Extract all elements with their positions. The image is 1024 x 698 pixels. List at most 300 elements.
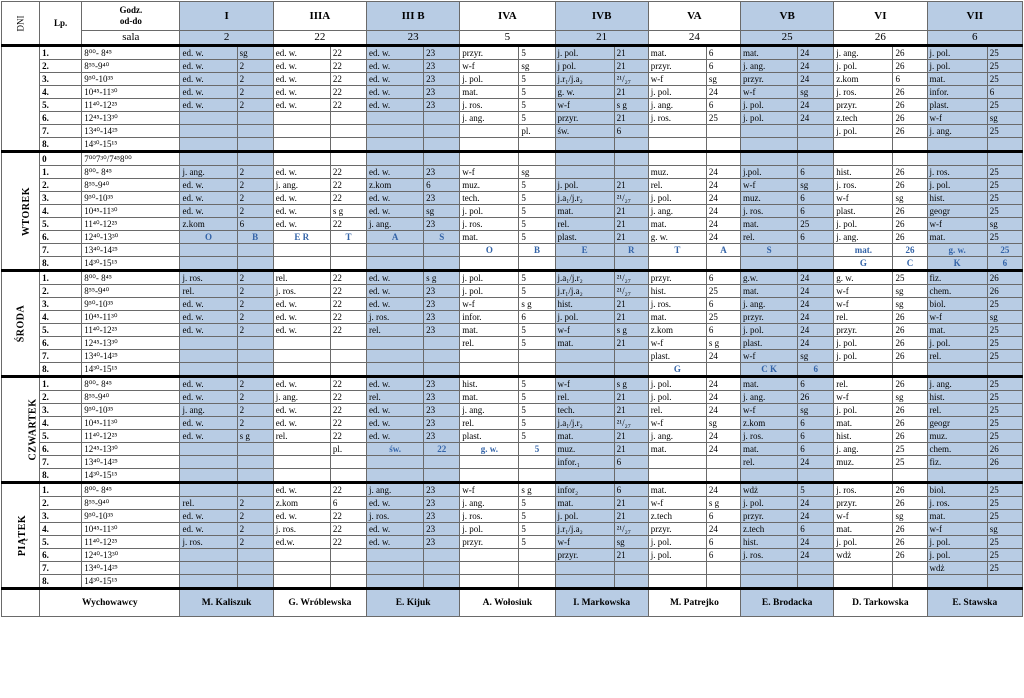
lesson-room: 24 [798,271,834,285]
lesson-room: 24 [798,337,834,350]
lesson-room: 25 [987,125,1022,138]
lesson-subject: przyr. [741,73,798,86]
lesson-subject: w-f [555,99,614,112]
lesson-subject: j. pol. [460,523,519,536]
lesson-subject: w-f [834,510,893,523]
lesson-subject [180,350,237,363]
lesson-room: 25 [987,497,1022,510]
lesson-subject: przyr. [741,510,798,523]
lesson-room [706,562,740,575]
lesson-number: 1. [40,166,82,179]
lesson-subject: hist. [555,298,614,311]
lesson-room [519,456,555,469]
lesson-subject: j. pol. [555,311,614,324]
lesson-subject: j. ang. [273,391,330,404]
lesson-subject [555,350,614,363]
lesson-room: 26 [987,285,1022,298]
lesson-room: 25 [987,244,1022,257]
lesson-subject: w-f [927,218,987,231]
lesson-room: 23 [424,99,460,112]
lesson-time: 14³⁰-15¹⁵ [82,138,180,152]
lesson-room [330,575,366,589]
lesson-subject [460,575,519,589]
lesson-subject: j. ros. [741,205,798,218]
lesson-subject: mat. [741,218,798,231]
lesson-room: 2 [237,166,273,179]
lesson-time: 10⁴⁵-11³⁰ [82,311,180,324]
lesson-subject: chem. [927,443,987,456]
lesson-subject: mat. [834,417,893,430]
lesson-number: 4. [40,205,82,218]
lesson-subject [648,152,706,166]
sala-label: sala [82,31,180,46]
lesson-subject [741,562,798,575]
lesson-room [798,152,834,166]
lesson-room: s g [519,298,555,311]
lesson-room: 6 [798,231,834,244]
lesson-subject [273,257,330,271]
lesson-room: 24 [706,179,740,192]
class-teacher: E. Stawska [927,589,1022,617]
lesson-room: 6 [424,179,460,192]
lesson-subject: ed. w. [180,99,237,112]
lesson-room [237,257,273,271]
lesson-subject: j. ang. [367,483,424,497]
lesson-room: 23 [424,166,460,179]
lesson-room: 5 [519,46,555,60]
lesson-subject [555,166,614,179]
lesson-room: 21 [614,218,648,231]
lesson-subject [367,152,424,166]
lesson-room: 22 [330,404,366,417]
lesson-room [237,549,273,562]
lesson-row [2,311,1023,324]
lesson-time: 11⁴⁰-12²⁵ [82,218,180,231]
lesson-room: 21 [614,337,648,350]
lesson-room [424,562,460,575]
lesson-subject [180,125,237,138]
lesson-room: sg [798,179,834,192]
lesson-room: ²¹/₂₇ [614,523,648,536]
lesson-room: 23 [424,46,460,60]
lesson-room: 26 [893,205,927,218]
lesson-subject: g. w. [834,271,893,285]
lesson-room: 23 [424,497,460,510]
lesson-subject [460,549,519,562]
lesson-subject: j. ros. [927,166,987,179]
lesson-subject: rel. [741,231,798,244]
class-room: 25 [741,31,834,46]
lesson-subject: ed. w. [180,179,237,192]
lesson-room [424,549,460,562]
lesson-subject: w-f [927,523,987,536]
lesson-subject: ed. w. [180,377,237,391]
lesson-subject: w-f [555,324,614,337]
lesson-subject: j pol. [555,60,614,73]
lesson-subject: j. pol. [834,125,893,138]
lesson-row [2,138,1023,152]
lesson-room: 26 [893,497,927,510]
lesson-subject: przyr. [555,549,614,562]
lesson-row [2,350,1023,363]
lesson-room [237,244,273,257]
lesson-subject: mat. [460,324,519,337]
lesson-subject: j. pol. [927,60,987,73]
lesson-number: 3. [40,73,82,86]
lesson-subject: przyr. [555,112,614,125]
lesson-room: 21 [614,430,648,443]
lesson-room: 25 [987,337,1022,350]
day-label [2,46,40,152]
lesson-subject: rel. [367,324,424,337]
lesson-room: 24 [798,60,834,73]
lesson-room: 6 [798,363,834,377]
lesson-room [614,350,648,363]
lesson-subject: T [648,244,706,257]
lesson-time: 14³⁰-15¹⁵ [82,469,180,483]
lesson-subject: wdż [834,549,893,562]
lesson-room: 2 [237,205,273,218]
lesson-subject: z.kom [180,218,237,231]
lesson-subject: rel. [180,285,237,298]
lesson-row [2,456,1023,469]
lesson-room: 25 [798,218,834,231]
lesson-room [237,443,273,456]
lesson-room: 26 [893,46,927,60]
lesson-room: 25 [987,298,1022,311]
lesson-number: 1. [40,483,82,497]
lesson-subject: ed. w. [273,377,330,391]
lesson-subject: j. ang. [834,46,893,60]
lesson-room [424,469,460,483]
lesson-subject: j. ros. [273,285,330,298]
lesson-room: 2 [237,536,273,549]
lesson-room [893,363,927,377]
lesson-subject [834,575,893,589]
lesson-room: 26 [893,218,927,231]
lesson-subject: j. ang. [741,60,798,73]
lesson-subject: infor. [460,311,519,324]
lesson-room: 26 [893,179,927,192]
lesson-room: 5 [519,73,555,86]
class-room: 24 [648,31,740,46]
lesson-room [519,469,555,483]
lesson-subject: ed. w. [367,271,424,285]
lesson-room: 25 [987,510,1022,523]
lesson-subject: j. ang. [834,231,893,244]
lesson-subject [834,138,893,152]
lesson-subject: O [460,244,519,257]
lesson-subject: j. ang. [367,218,424,231]
lesson-number: 1. [40,46,82,60]
lesson-room [614,363,648,377]
lesson-subject [555,562,614,575]
lesson-room: 22 [330,271,366,285]
lesson-subject: plast. [741,337,798,350]
lesson-room: 2 [237,417,273,430]
lesson-subject: ed. w. [273,417,330,430]
lesson-room: sg [798,404,834,417]
lesson-subject: ed. w. [180,46,237,60]
day-label: WTOREK [2,152,40,271]
class-teacher: E. Brodacka [741,589,834,617]
lesson-subject: w-f [555,377,614,391]
lesson-subject: j. pol. [927,179,987,192]
lesson-time: 8⁰⁰- 8⁴⁵ [82,271,180,285]
lesson-subject: muz. [927,430,987,443]
lesson-subject: mat. [927,231,987,244]
lesson-subject: j.a₁/j.r₂ [555,417,614,430]
lesson-room: B [237,231,273,244]
lesson-room: 2 [237,179,273,192]
lesson-subject: j. pol. [648,391,706,404]
lesson-room: sg [237,46,273,60]
lesson-subject: w-f [648,497,706,510]
lesson-room: 22 [330,510,366,523]
lesson-room [424,363,460,377]
lesson-subject: ed. w. [367,404,424,417]
lesson-room: 25 [987,562,1022,575]
lesson-time: 9⁵⁰-10³⁵ [82,510,180,523]
lesson-subject: ed. w. [273,86,330,99]
lesson-room [614,575,648,589]
lesson-time: 13⁴⁰-14²⁵ [82,125,180,138]
lesson-time: 9⁵⁰-10³⁵ [82,73,180,86]
lesson-time: 9⁵⁰-10³⁵ [82,192,180,205]
lesson-number: 0 [40,152,82,166]
lesson-subject: fiz. [927,271,987,285]
lesson-time: 12⁴⁵-13³⁰ [82,443,180,456]
lesson-subject: g. w. [927,244,987,257]
lesson-subject: j.r₁/j.a₂ [555,73,614,86]
class-header: VII [927,2,1022,31]
lesson-subject: G [648,363,706,377]
lesson-room: 25 [987,231,1022,244]
lesson-room [706,575,740,589]
lesson-time: 10⁴⁵-11³⁰ [82,205,180,218]
lesson-room: 23 [424,417,460,430]
lesson-subject: ed. w. [273,298,330,311]
lesson-room: 2 [237,391,273,404]
lesson-number: 5. [40,218,82,231]
lesson-room: 21 [614,298,648,311]
lesson-row [2,363,1023,377]
lesson-room: sg [987,523,1022,536]
lesson-subject: j.a₁/j.r₂ [555,271,614,285]
lesson-subject: rel. [555,218,614,231]
lesson-subject: E [555,244,614,257]
lesson-subject: j. pol. [460,285,519,298]
lesson-room: 23 [424,218,460,231]
lesson-subject: muz. [834,456,893,469]
lesson-subject: j. ang. [273,179,330,192]
lesson-room: 24 [706,231,740,244]
lesson-time: 10⁴⁵-11³⁰ [82,523,180,536]
lesson-subject: przyr. [460,46,519,60]
lesson-room: 24 [798,536,834,549]
lesson-subject: infor.₁ [555,456,614,469]
lesson-subject: j. pol. [555,46,614,60]
lesson-room: 22 [330,523,366,536]
lesson-room: 23 [424,86,460,99]
lesson-subject: rel. [927,350,987,363]
lesson-subject: infor₂ [555,483,614,497]
lesson-row [2,483,1023,497]
lesson-room: 5 [798,483,834,497]
lesson-subject: j. pol. [460,205,519,218]
lesson-room: T [330,231,366,244]
lesson-subject: j. ros. [180,536,237,549]
lesson-subject: fiz. [927,456,987,469]
lesson-subject: ed. w. [180,73,237,86]
lesson-row [2,166,1023,179]
class-room: 2 [180,31,273,46]
lesson-number: 2. [40,285,82,298]
lesson-subject: rel. [555,391,614,404]
lesson-room: 5 [519,497,555,510]
lesson-room [424,152,460,166]
lesson-room: 21 [614,179,648,192]
lesson-subject: A [367,231,424,244]
lesson-room: 24 [706,483,740,497]
lesson-room: 6 [798,205,834,218]
lesson-subject [927,363,987,377]
lesson-subject: rel. [273,430,330,443]
lesson-subject [460,350,519,363]
lesson-subject: z.kom [273,497,330,510]
lesson-subject [741,125,798,138]
lesson-subject: tech. [460,192,519,205]
lesson-room: 23 [424,523,460,536]
lesson-subject: g.w. [741,271,798,285]
lesson-room: 22 [330,285,366,298]
lesson-number: 4. [40,86,82,99]
lesson-subject: K [927,257,987,271]
lesson-row [2,244,1023,257]
lesson-room: 25 [987,205,1022,218]
lesson-room: s g [519,483,555,497]
class-room: 21 [555,31,648,46]
lesson-subject [273,112,330,125]
lesson-subject: muz. [741,192,798,205]
lesson-subject [927,575,987,589]
lesson-subject: mat. [555,497,614,510]
lesson-subject: j. ros. [834,86,893,99]
lesson-room: 22 [330,311,366,324]
lesson-subject [460,469,519,483]
lesson-room: 24 [798,298,834,311]
lesson-row [2,324,1023,337]
lesson-row [2,231,1023,244]
lesson-room: 24 [706,443,740,456]
lesson-subject: ed. w. [273,510,330,523]
lesson-subject: w-f [460,166,519,179]
lesson-room: sg [706,417,740,430]
lesson-subject [180,469,237,483]
lesson-room: 6 [706,46,740,60]
lesson-subject: j. pol. [648,377,706,391]
lesson-room [330,469,366,483]
lesson-room: 5 [519,523,555,536]
lesson-room: 5 [519,510,555,523]
lesson-subject [460,562,519,575]
lesson-room [519,575,555,589]
lesson-room: 6 [330,497,366,510]
lesson-subject [273,337,330,350]
lesson-subject [273,575,330,589]
lesson-room [798,469,834,483]
lesson-subject: geogr [927,417,987,430]
lesson-room: sg [987,218,1022,231]
lesson-room: 26 [893,337,927,350]
lesson-room [237,112,273,125]
lesson-number: 6. [40,443,82,456]
lesson-room [519,363,555,377]
lesson-room: sg [893,285,927,298]
lesson-room: 21 [614,510,648,523]
lesson-subject [273,350,330,363]
header-row [2,2,1023,31]
lesson-room: 6 [706,549,740,562]
lesson-room [330,456,366,469]
lesson-room: 24 [706,86,740,99]
lesson-subject: hist. [927,391,987,404]
lesson-room: 22 [424,443,460,456]
lesson-room [893,138,927,152]
lesson-number: 1. [40,271,82,285]
lesson-subject: ed. w. [367,285,424,298]
lesson-subject: ed. w. [273,192,330,205]
lesson-room: 25 [987,391,1022,404]
lesson-room: 26 [893,112,927,125]
lesson-subject [741,575,798,589]
lesson-subject: ed. w. [180,86,237,99]
lesson-room [330,152,366,166]
lesson-subject: biol. [927,483,987,497]
lesson-subject [273,443,330,456]
lesson-room: 6 [706,60,740,73]
lesson-time: 11⁴⁰-12²⁵ [82,430,180,443]
lesson-subject: C K [741,363,798,377]
lesson-room: 6 [893,73,927,86]
lesson-room [893,575,927,589]
lesson-room: 22 [330,192,366,205]
lesson-room: 24 [798,73,834,86]
lesson-number: 6. [40,549,82,562]
lesson-room [706,469,740,483]
lesson-room [237,350,273,363]
lesson-room [798,138,834,152]
lesson-room: 26 [893,350,927,363]
lesson-subject: św. [367,443,424,456]
lesson-room: 23 [424,510,460,523]
lesson-room: 2 [237,404,273,417]
day-label: ŚRODA [2,271,40,377]
lp-header: Lp. [40,2,82,46]
lesson-subject: rel. [180,497,237,510]
lesson-room: 26 [893,99,927,112]
lesson-room: 26 [798,391,834,404]
lesson-room: sg [893,391,927,404]
lesson-room: sg [893,510,927,523]
lesson-row [2,112,1023,125]
lesson-room: 24 [798,549,834,562]
lesson-number: 8. [40,257,82,271]
lesson-room: 2 [237,60,273,73]
lesson-room: s g [614,324,648,337]
lesson-subject: mat. [555,337,614,350]
lesson-room: 25 [893,456,927,469]
